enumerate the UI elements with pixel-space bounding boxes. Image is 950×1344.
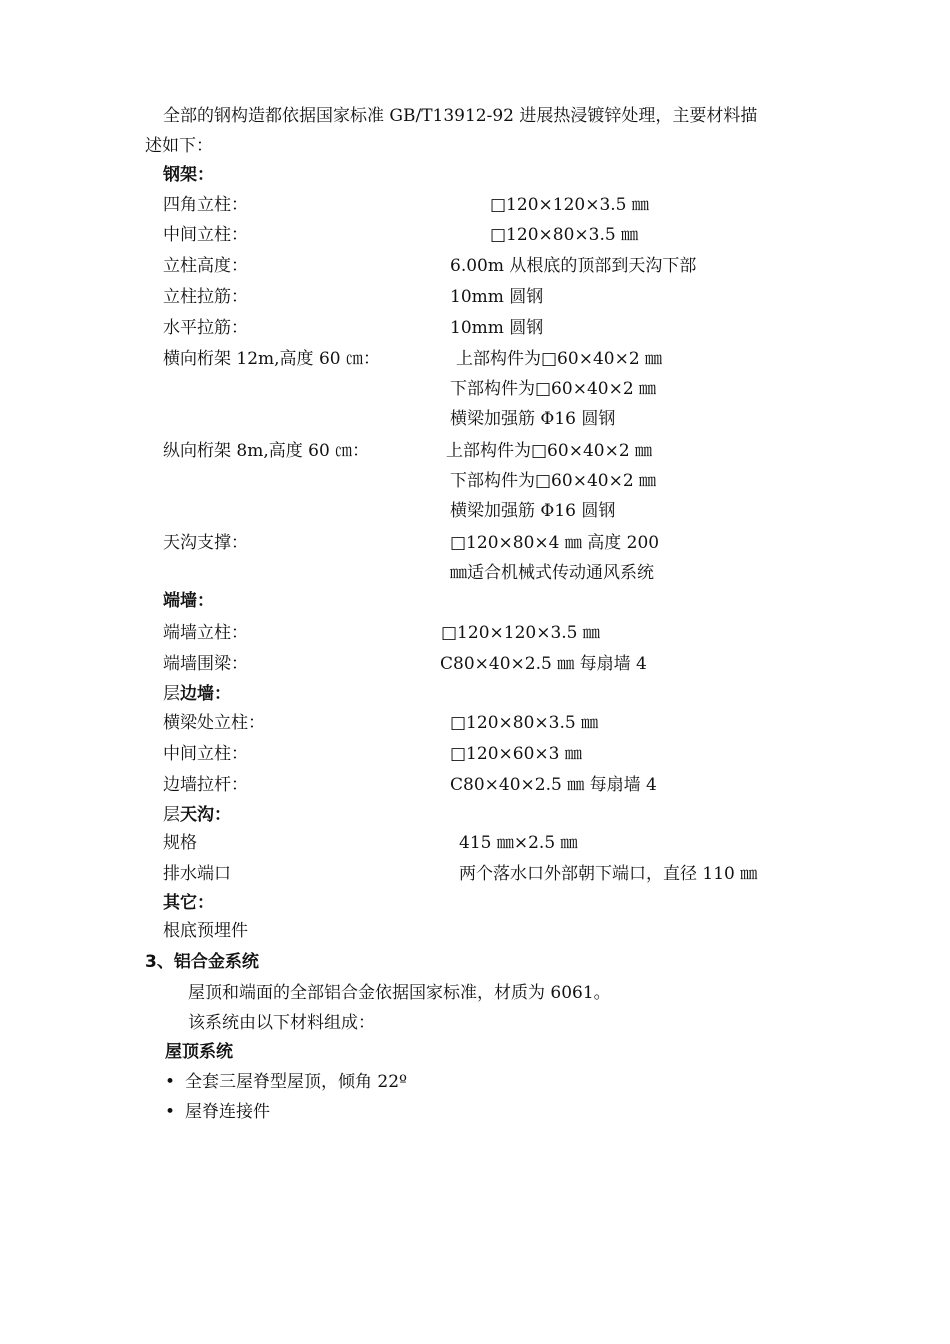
section-3-para-2: 该系统由以下材料组成：	[188, 1013, 375, 1033]
row-label: 端墙立柱：	[163, 623, 248, 643]
other-item: 根底预埋件	[163, 921, 248, 941]
row-value: 两个落水口外部朝下端口，直径 110 ㎜	[459, 864, 758, 884]
row-value: □120×80×4 ㎜ 高度 200	[450, 533, 660, 553]
section-3-para-1: 屋顶和端面的全部铝合金依据国家标准，材质为 6061。	[188, 983, 611, 1003]
list-item: 全套三屋脊型屋顶，倾角 22º	[185, 1072, 408, 1092]
side-wall-heading: 层边墙：	[163, 684, 231, 704]
row-label: 横梁处立柱：	[163, 713, 265, 733]
row-value: 10mm 圆钢	[450, 318, 544, 338]
steel-frame-heading: 钢架：	[163, 165, 214, 185]
row-label: 边墙拉杆：	[163, 775, 248, 795]
row-value: C80×40×2.5 ㎜ 每扇墙 4	[450, 775, 657, 795]
row-value: □120×60×3 ㎜	[450, 744, 582, 764]
row-label: 中间立柱：	[163, 744, 248, 764]
row-label: 中间立柱：	[163, 225, 248, 245]
row-value: 上部构件为□60×40×2 ㎜	[446, 441, 653, 461]
row-value: □120×120×3.5 ㎜	[490, 195, 649, 215]
row-value: 下部构件为□60×40×2 ㎜	[450, 379, 657, 399]
row-label: 立柱拉筋：	[163, 287, 248, 307]
row-value: 415 ㎜×2.5 ㎜	[459, 833, 578, 853]
row-label: 排水端口	[163, 864, 231, 884]
row-label: 水平拉筋：	[163, 318, 248, 338]
roof-system-heading: 屋顶系统	[165, 1042, 233, 1062]
row-value: C80×40×2.5 ㎜ 每扇墙 4	[440, 654, 647, 674]
row-value: 10mm 圆钢	[450, 287, 544, 307]
row-value: 横梁加强筋 Φ16 圆钢	[450, 501, 616, 521]
row-value: □120×80×3.5 ㎜	[450, 713, 599, 733]
gutter-heading: 层天沟：	[163, 805, 231, 825]
row-label: 四角立柱：	[163, 195, 248, 215]
row-value: ㎜适合机械式传动通风系统	[450, 563, 654, 583]
row-label: 横向桁架 12m,高度 60 ㎝：	[163, 349, 380, 369]
row-label: 天沟支撑：	[163, 533, 248, 553]
bullet-icon: •	[165, 1102, 176, 1122]
row-value: 6.00m 从根底的顶部到天沟下部	[450, 256, 697, 276]
list-item: 屋脊连接件	[185, 1102, 270, 1122]
intro-line-2: 述如下：	[145, 136, 213, 156]
row-value: □120×120×3.5 ㎜	[441, 623, 600, 643]
end-wall-heading: 端墙：	[163, 591, 214, 611]
row-label: 纵向桁架 8m,高度 60 ㎝：	[163, 441, 370, 461]
section-3-title: 3、铝合金系统	[145, 952, 259, 972]
row-label: 规格	[163, 833, 197, 853]
row-value: 上部构件为□60×40×2 ㎜	[456, 349, 663, 369]
row-label: 立柱高度：	[163, 256, 248, 276]
row-value: □120×80×3.5 ㎜	[490, 225, 639, 245]
row-value: 下部构件为□60×40×2 ㎜	[450, 471, 657, 491]
row-label: 端墙围梁：	[163, 654, 248, 674]
bullet-icon: •	[165, 1072, 176, 1092]
intro-line-1: 全部的钢构造都依据国家标准 GB/T13912-92 进展热浸镀锌处理，主要材料描	[163, 106, 758, 126]
other-heading: 其它：	[163, 893, 214, 913]
row-value: 横梁加强筋 Φ16 圆钢	[450, 409, 616, 429]
